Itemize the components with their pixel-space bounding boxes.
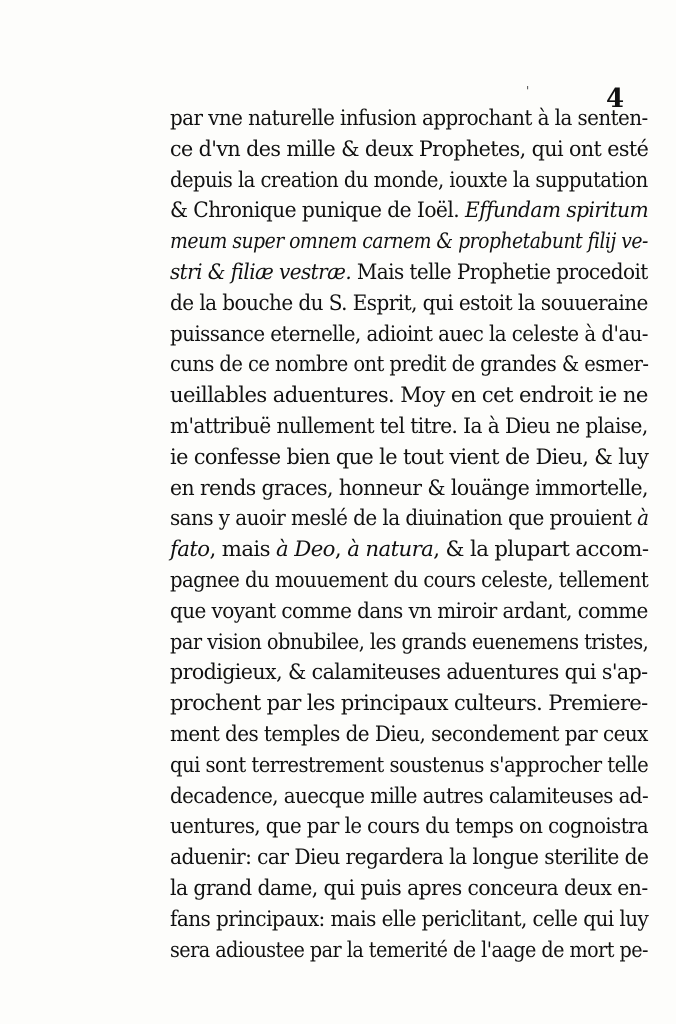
italic-run: à Deo — [276, 537, 335, 563]
text-run: , mais — [209, 537, 277, 563]
text-line — [170, 474, 648, 505]
italic-run: à natura — [347, 537, 434, 563]
text-run: prodigieux, & calamiteuses aduentures qui s'ap- — [170, 660, 648, 686]
text-run: & Chronique punique de Ioël. — [170, 198, 465, 224]
page-mark: ' — [526, 84, 530, 98]
text-run: pagnee du mouuement du cours celeste, tellement — [170, 567, 649, 593]
text-line — [170, 751, 649, 782]
text-line — [170, 320, 648, 351]
text-line — [170, 689, 648, 720]
text-run: m'attribuë nullement tel titre. Ia à Dieu ne plaise, — [170, 413, 648, 439]
text-line — [170, 227, 648, 258]
text-line — [170, 135, 649, 166]
italic-run: fato — [170, 537, 210, 563]
text-line — [170, 936, 648, 967]
text-line — [170, 258, 648, 289]
body-text — [170, 104, 648, 966]
text-line — [170, 874, 648, 905]
text-run: ie confesse bien que le tout vient de Dieu, & luy — [170, 444, 649, 470]
text-run: par vne naturelle infusion approchant à la senten- — [170, 106, 648, 131]
text-line — [170, 104, 648, 135]
text-line — [170, 566, 649, 597]
text-run: ce d'vn des mille & deux Prophetes, qui ont esté — [170, 136, 649, 162]
italic-run: meum super omnem carnem & prophetabunt filij ve- — [170, 229, 648, 255]
text-run: ment des temples de Dieu, secondement par ceux — [170, 721, 648, 747]
text-run: de la bouche du S. Esprit, qui estoit la souueraine — [170, 290, 648, 316]
italic-run: à — [637, 506, 649, 532]
text-line — [170, 720, 648, 751]
text-run: sera adioustee par la temerité de l'aage de mort pe- — [170, 937, 648, 963]
text-line — [170, 597, 648, 628]
text-line — [170, 905, 649, 936]
text-run: depuis la creation du monde, iouxte la supputation — [170, 167, 648, 193]
text-run: , — [334, 537, 348, 563]
text-line — [170, 350, 649, 381]
italic-run: Effundam spiritum — [464, 198, 649, 224]
text-run: que voyant comme dans vn miroir ardant, comme — [170, 598, 648, 624]
text-run: Mais telle Prophetie procedoit — [351, 259, 648, 285]
text-run: puissance eternelle, adioint auec la celeste à d'au- — [170, 321, 648, 347]
text-run: cuns de ce nombre ont predit de grandes & esmer- — [170, 352, 649, 378]
text-run: par vision obnubilee, les grands euenemens tristes, — [170, 629, 649, 655]
text-line — [170, 196, 649, 227]
text-run: fans principaux: mais elle periclitant, celle qui luy — [170, 906, 649, 932]
text-line — [170, 504, 649, 535]
italic-run: stri & filiæ vestræ. — [170, 259, 352, 285]
text-line — [170, 843, 649, 874]
text-line — [170, 443, 649, 474]
text-line — [170, 628, 649, 659]
text-line — [170, 381, 648, 412]
text-run: la grand dame, qui puis apres conceura deux en- — [170, 875, 648, 901]
text-run: uentures, que par le cours du temps on cognoistra — [170, 814, 649, 840]
text-line — [170, 412, 648, 443]
text-run: , & la plupart accom- — [433, 537, 649, 563]
text-line — [170, 535, 649, 566]
text-run: prochent par les principaux culteurs. Premiere- — [170, 691, 648, 717]
text-line — [170, 289, 648, 320]
text-run: en rends graces, honneur & louänge immortelle, — [170, 475, 648, 501]
text-run: decadence, auecque mille autres calamiteuses ad- — [170, 783, 649, 809]
text-line — [170, 658, 648, 689]
text-run: sans y auoir meslé de la diuination que prouient — [170, 506, 638, 532]
text-line — [170, 166, 648, 197]
text-line — [170, 782, 649, 813]
text-run: qui sont terrestrement soustenus s'approcher telle — [170, 752, 649, 778]
text-run: ueillables aduentures. Moy en cet endroit ie ne — [170, 383, 648, 409]
text-line — [170, 812, 649, 843]
text-run: aduenir: car Dieu regardera la longue sterilite de — [170, 845, 649, 871]
page-number: 4 — [606, 84, 625, 114]
